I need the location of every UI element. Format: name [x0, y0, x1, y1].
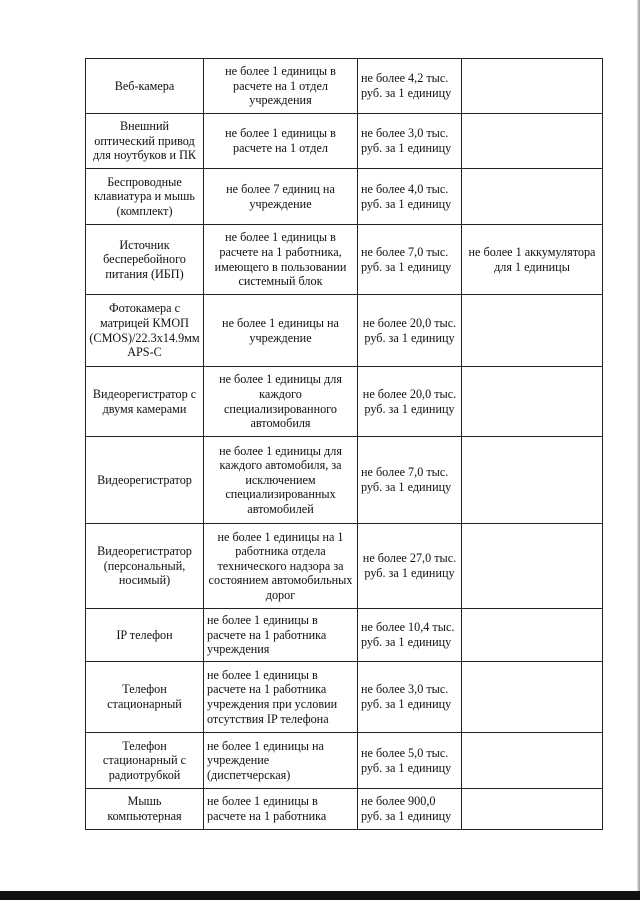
- item-note: [462, 437, 603, 524]
- item-note: [462, 609, 603, 662]
- item-name: Источник бесперебойного питания (ИБП): [86, 225, 204, 295]
- table-row: [86, 662, 603, 733]
- item-price: не более 900,0 руб. за 1 единицу: [358, 789, 462, 830]
- item-quantity: не более 1 единицы в расчете на 1 отдел учреждения: [204, 59, 358, 114]
- item-quantity: не более 1 единицы в расчете на 1 работника учреждения: [204, 609, 358, 662]
- item-note: [462, 733, 603, 789]
- item-price: не более 7,0 тыс. руб. за 1 единицу: [358, 437, 462, 524]
- item-quantity: не более 1 единицы на учреждение (диспетчерская): [204, 733, 358, 789]
- item-price: не более 10,4 тыс. руб. за 1 единицу: [358, 609, 462, 662]
- item-name: Телефон стационарный: [86, 662, 204, 733]
- item-quantity: не более 1 единицы для каждого специализированного автомобиля: [204, 367, 358, 437]
- norms-table: [85, 58, 603, 830]
- item-name: Внешний оптический привод для ноутбуков и ПК: [86, 114, 204, 169]
- table-row: [86, 789, 603, 830]
- item-price: не более 20,0 тыс. руб. за 1 единицу: [358, 367, 462, 437]
- item-price: не более 4,0 тыс. руб. за 1 единицу: [358, 169, 462, 225]
- item-price: не более 27,0 тыс. руб. за 1 единицу: [358, 524, 462, 609]
- item-name: Беспроводные клавиатура и мышь (комплект): [86, 169, 204, 225]
- item-name: Видеорегистратор с двумя камерами: [86, 367, 204, 437]
- item-quantity: не более 1 единицы на учреждение: [204, 295, 358, 367]
- item-name: Веб-камера: [86, 59, 204, 114]
- item-name: Телефон стационарный с радиотрубкой: [86, 733, 204, 789]
- item-name: Фотокамера с матрицей КМОП (CMOS)/22.3x14.9мм APS-C: [86, 295, 204, 367]
- item-note: [462, 114, 603, 169]
- item-note: [462, 169, 603, 225]
- table-row: [86, 59, 603, 114]
- item-price: не более 4,2 тыс. руб. за 1 единицу: [358, 59, 462, 114]
- item-quantity: не более 7 единиц на учреждение: [204, 169, 358, 225]
- item-price: не более 7,0 тыс. руб. за 1 единицу: [358, 225, 462, 295]
- item-price: не более 3,0 тыс. руб. за 1 единицу: [358, 662, 462, 733]
- table-row: [86, 114, 603, 169]
- scan-bottom-edge: [0, 891, 640, 900]
- item-note: [462, 789, 603, 830]
- item-price: не более 3,0 тыс. руб. за 1 единицу: [358, 114, 462, 169]
- item-note: не более 1 аккумулятора для 1 единицы: [462, 225, 603, 295]
- item-name: Мышь компьютерная: [86, 789, 204, 830]
- item-name: Видеорегистратор (персональный, носимый): [86, 524, 204, 609]
- item-name: IP телефон: [86, 609, 204, 662]
- item-note: [462, 662, 603, 733]
- table-row: [86, 733, 603, 789]
- item-note: [462, 524, 603, 609]
- table-row: [86, 367, 603, 437]
- item-price: не более 20,0 тыс. руб. за 1 единицу: [358, 295, 462, 367]
- item-quantity: не более 1 единицы на 1 работника отдела технического надзора за состоянием автомобильных дорог: [204, 524, 358, 609]
- item-quantity: не более 1 единицы в расчете на 1 работника, имеющего в пользовании системный блок: [204, 225, 358, 295]
- item-quantity: не более 1 единицы в расчете на 1 отдел: [204, 114, 358, 169]
- item-name: Видеорегистратор: [86, 437, 204, 524]
- table-row: [86, 295, 603, 367]
- table-row: [86, 437, 603, 524]
- item-note: [462, 367, 603, 437]
- item-note: [462, 295, 603, 367]
- table-row: [86, 609, 603, 662]
- item-note: [462, 59, 603, 114]
- item-quantity: не более 1 единицы для каждого автомобиля, за исключением специализированных автомобилей: [204, 437, 358, 524]
- item-quantity: не более 1 единицы в расчете на 1 работника: [204, 789, 358, 830]
- table-row: [86, 524, 603, 609]
- item-quantity: не более 1 единицы в расчете на 1 работника учреждения при условии отсутствия IP телефона: [204, 662, 358, 733]
- table-row: [86, 169, 603, 225]
- table-row: [86, 225, 603, 295]
- item-price: не более 5,0 тыс. руб. за 1 единицу: [358, 733, 462, 789]
